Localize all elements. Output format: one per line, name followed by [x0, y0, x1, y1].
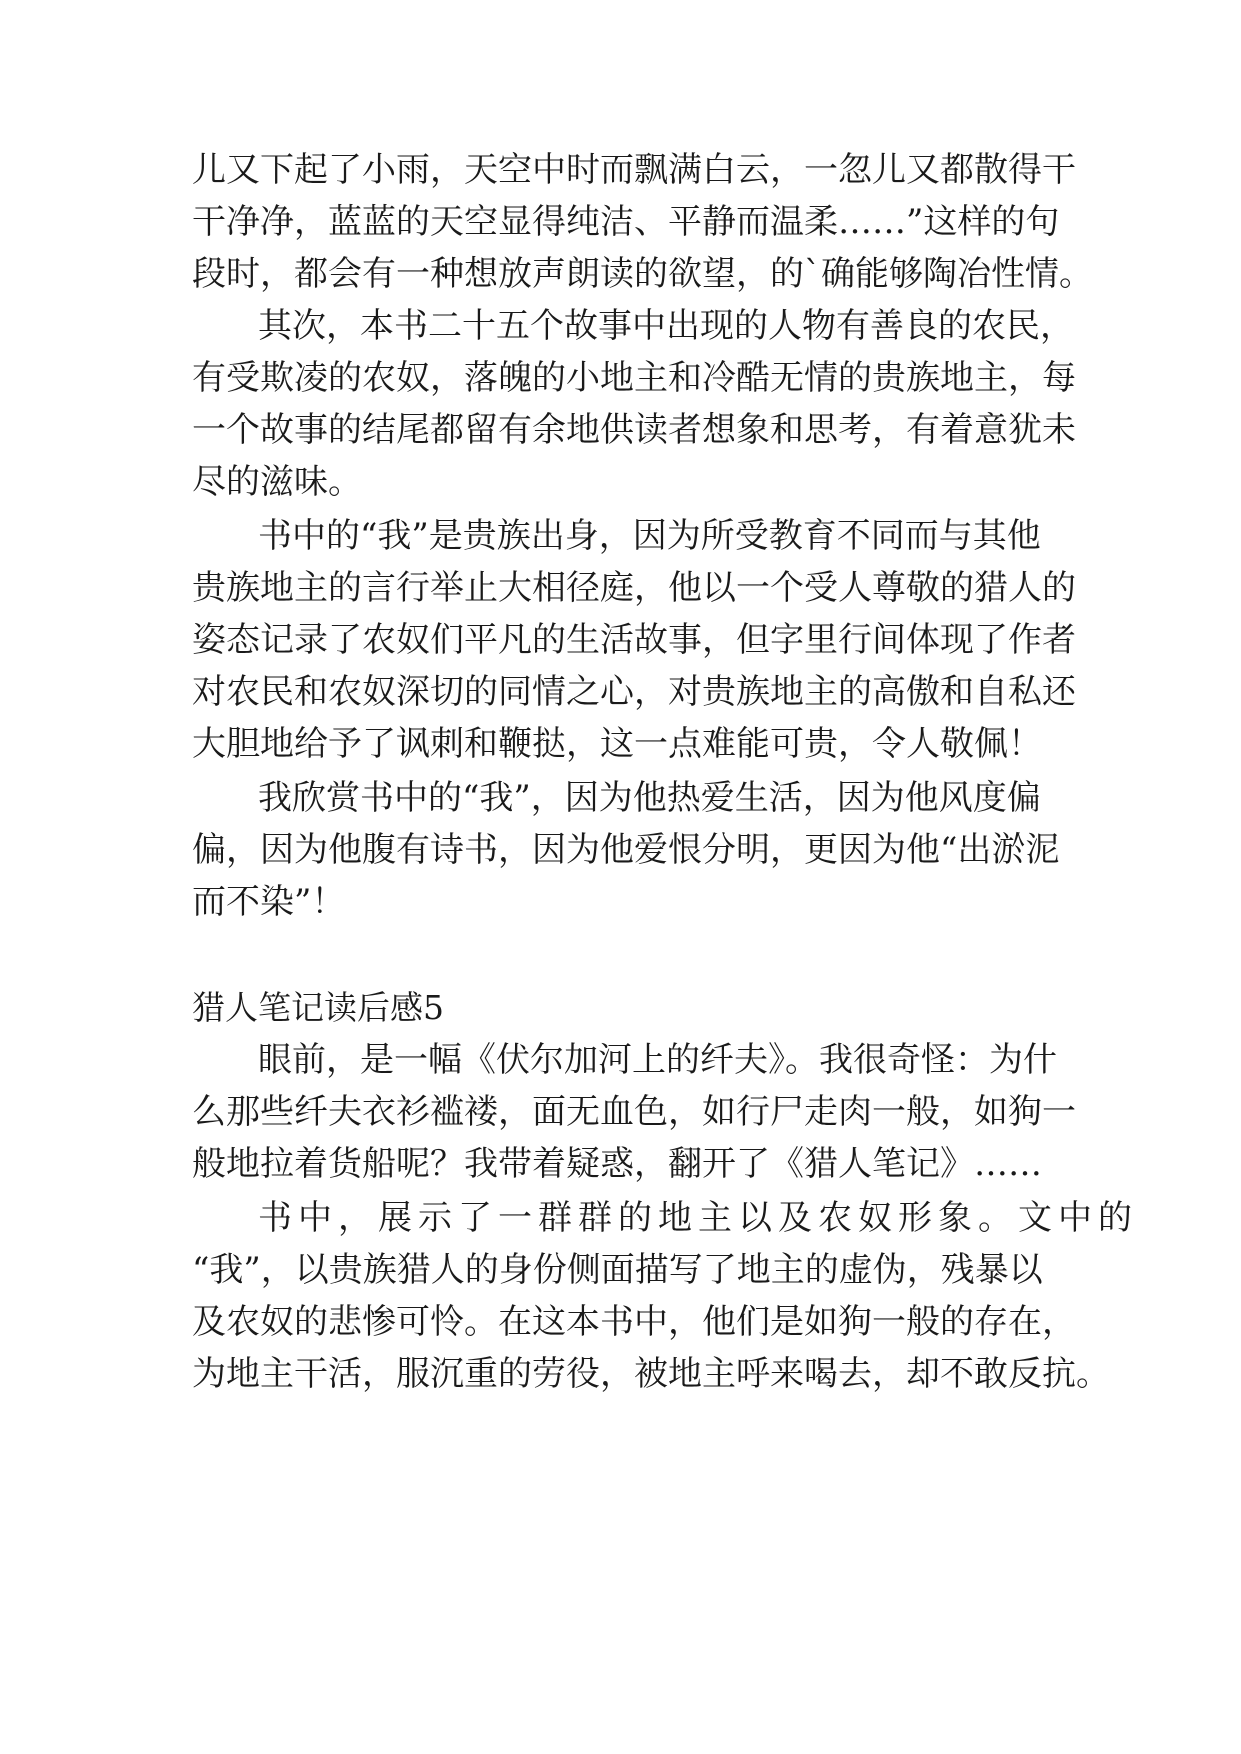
section-heading: 猎人笔记读后感5 [192, 988, 444, 1027]
paragraph-line: 么那些纤夫衣衫褴褛，面无血色，如行尸走肉一般，如狗一 [192, 1092, 1076, 1132]
paragraph-line: 偏，因为他腹有诗书，因为他爱恨分明，更因为他“出淤泥 [192, 830, 1060, 870]
paragraph-line: 姿态记录了农奴们平凡的生活故事，但字里行间体现了作者 [192, 620, 1076, 660]
paragraph-line: 对农民和农奴深切的同情之心，对贵族地主的高傲和自私还 [192, 672, 1076, 712]
paragraph-line: 大胆地给予了讽刺和鞭挞，这一点难能可贵，令人敬佩！ [192, 724, 1042, 764]
paragraph-line: 书中，展示了一群群的地主以及农奴形象。文中的 [258, 1198, 1138, 1238]
paragraph-line: 段时，都会有一种想放声朗读的欲望，的`确能够陶冶性情。 [192, 254, 1093, 294]
paragraph-line: 书中的“我”是贵族出身，因为所受教育不同而与其他 [258, 516, 1041, 556]
paragraph-line: 有受欺凌的农奴，落魄的小地主和冷酷无情的贵族地主，每 [192, 358, 1076, 398]
paragraph-line: 干净净，蓝蓝的天空显得纯洁、平静而温柔……”这样的句 [192, 202, 1060, 242]
paragraph-line: 而不染”！ [192, 882, 346, 922]
paragraph-line: 贵族地主的言行举止大相径庭，他以一个受人尊敬的猎人的 [192, 568, 1076, 608]
paragraph-line: 一个故事的结尾都留有余地供读者想象和思考，有着意犹未 [192, 410, 1076, 450]
paragraph-line: 及农奴的悲惨可怜。在这本书中，他们是如狗一般的存在， [192, 1302, 1076, 1342]
paragraph-line: 我欣赏书中的“我”，因为他热爱生活，因为他风度偏 [258, 778, 1041, 818]
paragraph-line: “我”，以贵族猎人的身份侧面描写了地主的虚伪，残暴以 [192, 1250, 1043, 1290]
paragraph-line: 儿又下起了小雨，天空中时而飘满白云，一忽儿又都散得干 [192, 150, 1076, 190]
paragraph-line: 眼前，是一幅《伏尔加河上的纤夫》。我很奇怪：为什 [258, 1040, 1057, 1080]
paragraph-line: 尽的滋味。 [192, 462, 362, 502]
paragraph-line: 其次，本书二十五个故事中出现的人物有善良的农民， [258, 306, 1074, 346]
paragraph-line: 为地主干活，服沉重的劳役，被地主呼来喝去，却不敢反抗。 [192, 1354, 1110, 1394]
paragraph-line: 般地拉着货船呢？我带着疑惑，翻开了《猎人笔记》…… [192, 1144, 1042, 1184]
